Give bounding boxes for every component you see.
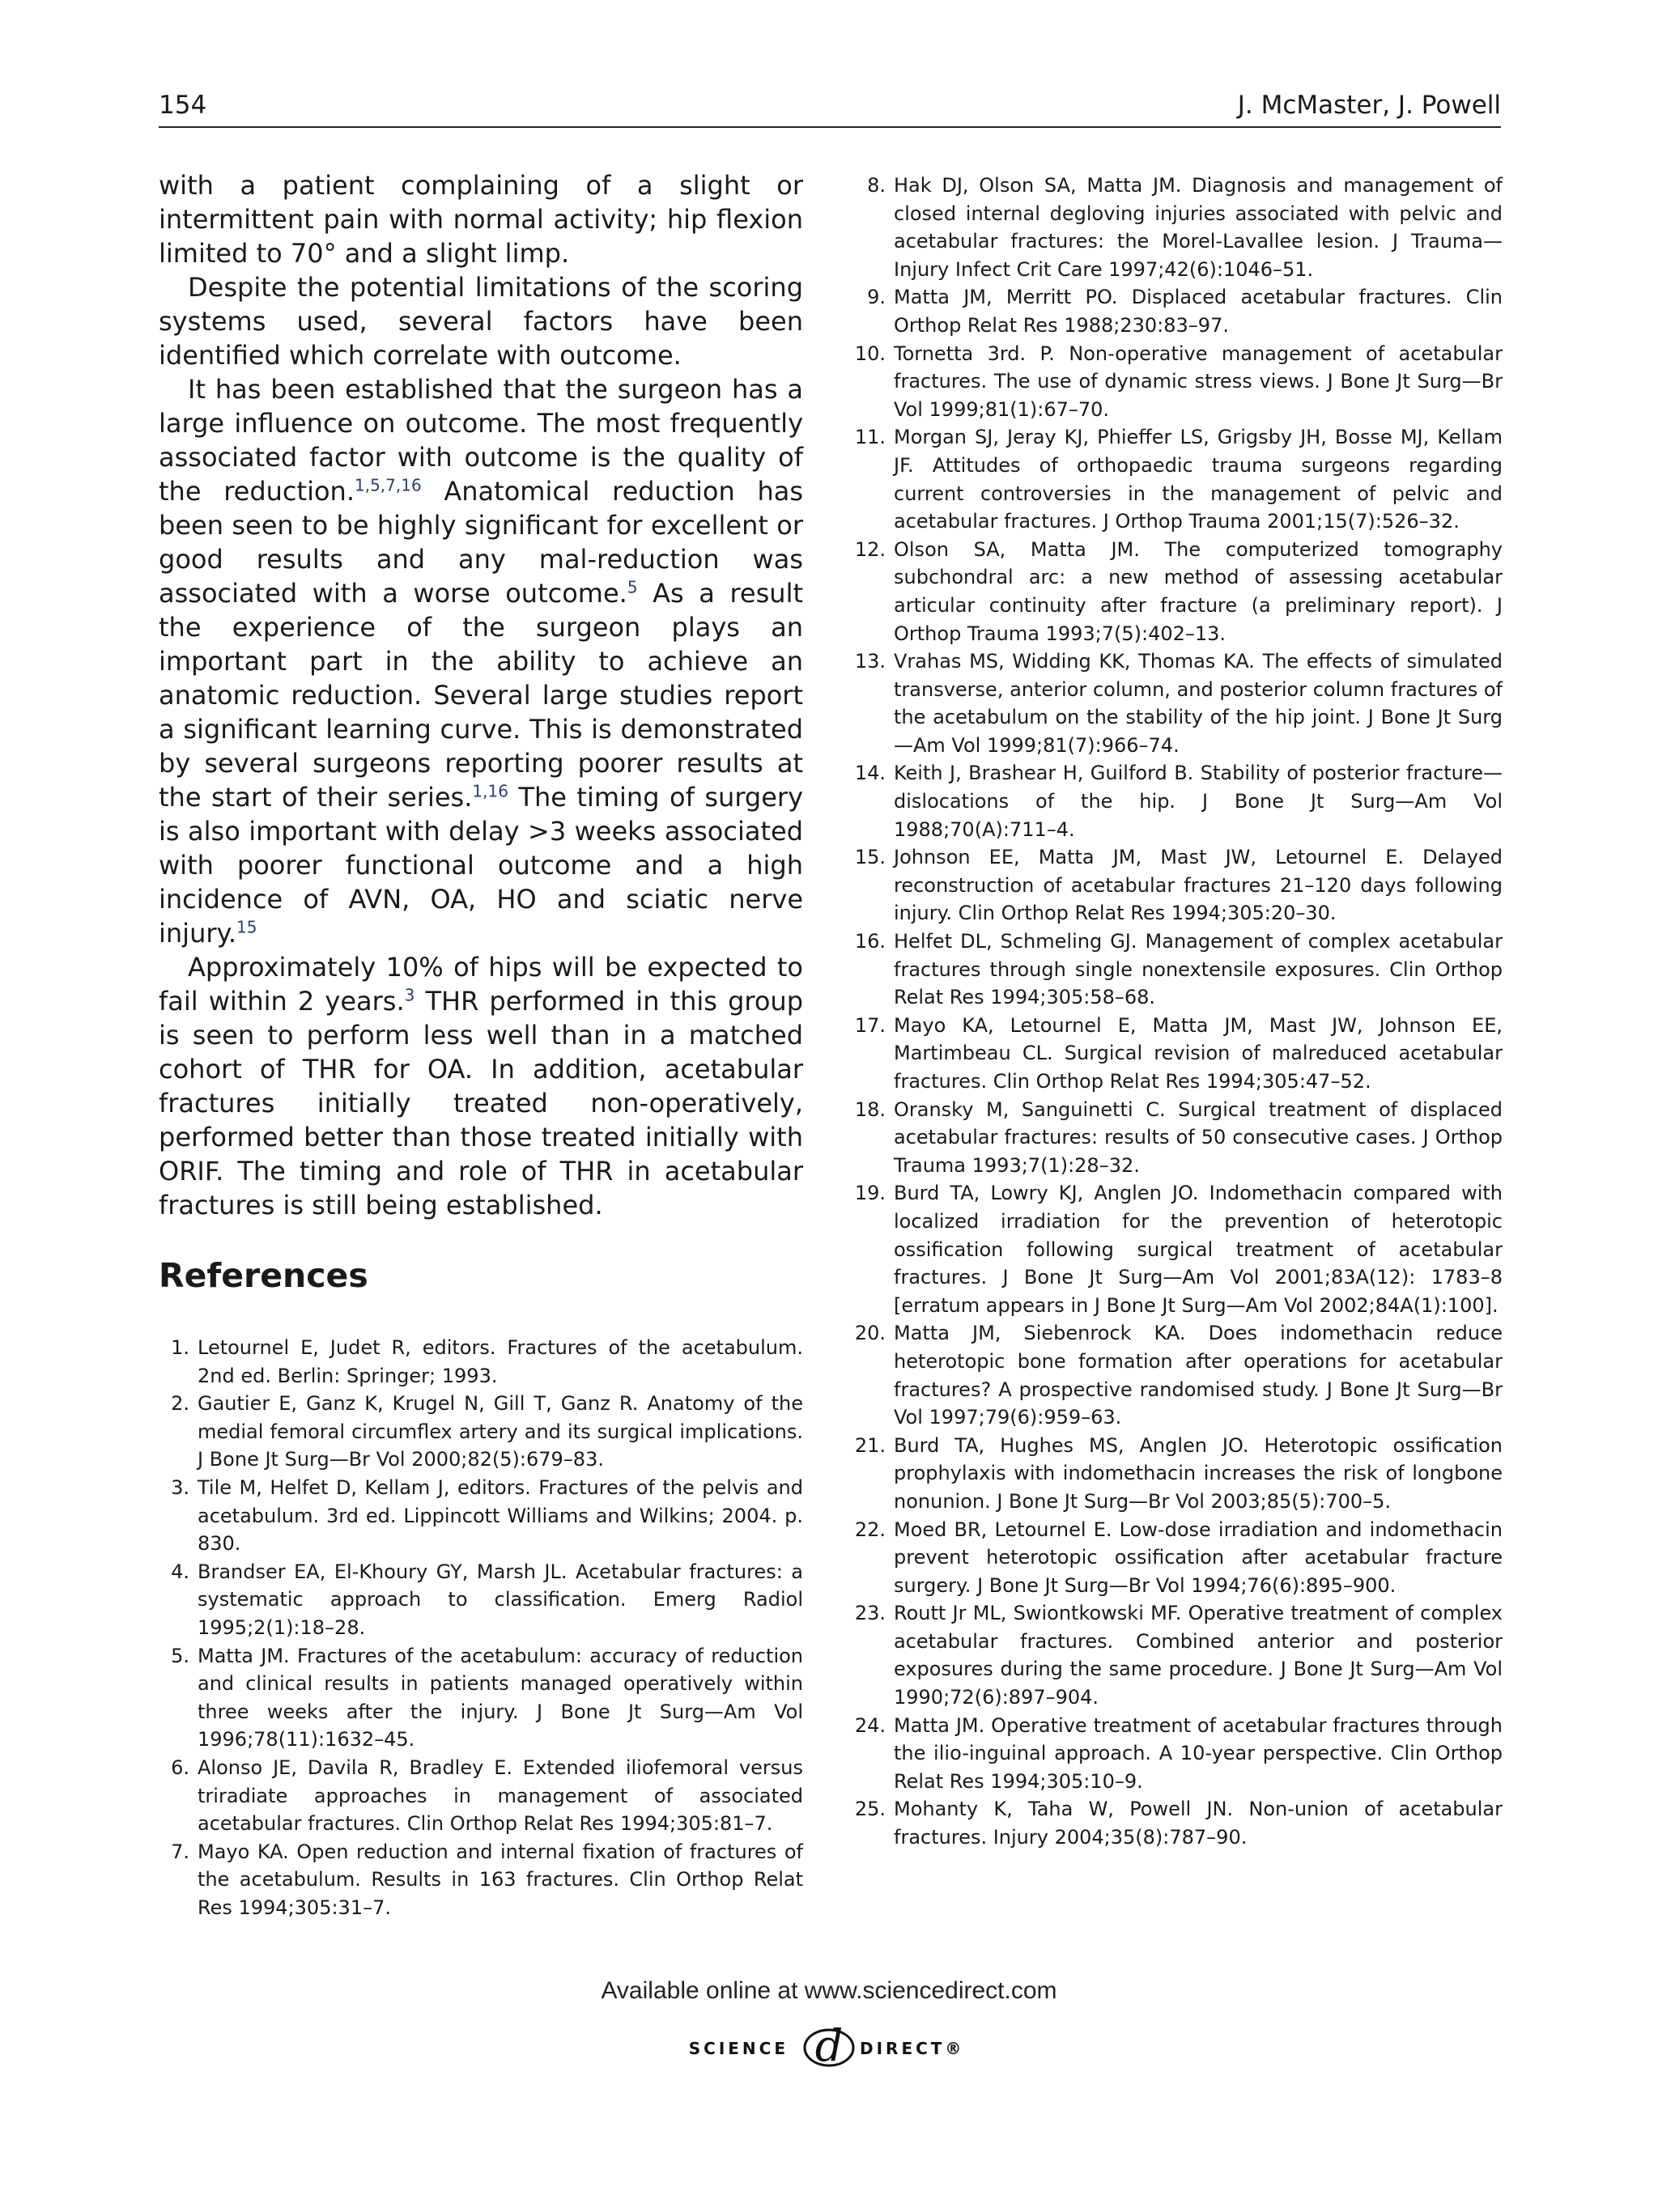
body-paragraph-1: with a patient complaining of a slight or intermittent pain with normal activity; hip flexion limited to 70° and a slight limp. (159, 170, 803, 269)
reference-text: Letournel E, Judet R, editors. Fractures of the acetabulum. 2nd ed. Berlin: Springer; 1993. (198, 1336, 803, 1387)
reference-item (855, 1096, 1503, 1180)
reference-number: 12. (854, 537, 886, 561)
reference-item (855, 1432, 1503, 1516)
reference-text: Matta JM. Operative treatment of acetabular fractures through the ilio-inguinal approach. A 10-year perspective. Clin Orthop Relat Res 1994;305:10–9. (894, 1713, 1503, 1793)
reference-text: Mohanty K, Taha W, Powell JN. Non-union of acetabular fractures. Injury 2004;35(8):787–90. (894, 1798, 1503, 1849)
reference-item (159, 1334, 803, 1390)
reference-number: 14. (854, 762, 886, 785)
reference-item (855, 647, 1503, 759)
logo-d-glyph: d (814, 2020, 844, 2070)
reference-text: Alonso JE, Davila R, Bradley E. Extended iliofemoral versus triradiate approaches in management of associated acetabular fractures. Clin Orthop Relat Res 1994;305:81–7. (198, 1756, 803, 1836)
reference-number: 20. (854, 1322, 886, 1345)
reference-item (159, 1474, 803, 1558)
reference-item (855, 928, 1503, 1012)
reference-text: Matta JM, Siebenrock KA. Does indomethacin reduce heterotopic bone formation after operations for acetabular fractures? A prospective randomised study. J Bone Jt Surg—Br Vol 1997;79(6):959–63. (894, 1322, 1503, 1429)
reference-number: 23. (854, 1602, 886, 1625)
citation-link[interactable]: 15 (236, 917, 257, 937)
reference-text: Johnson EE, Matta JM, Mast JW, Letournel E. Delayed reconstruction of acetabular fractures 21–120 days following injury. Clin Orthop Relat Res 1994;305:20–30. (894, 846, 1503, 925)
reference-item (855, 1319, 1503, 1431)
reference-text: Matta JM. Fractures of the acetabulum: accuracy of reduction and clinical results in patients managed operatively within three weeks after the injury. J Bone Jt Surg—Am Vol 1996;78(11):1632–45. (198, 1644, 803, 1751)
page-header (159, 89, 1501, 128)
reference-number: 13. (854, 650, 886, 673)
reference-text: Mayo KA. Open reduction and internal fixation of fractures of the acetabulum. Results in 163 fractures. Clin Orthop Relat Res 1994;305:31–7. (198, 1840, 803, 1919)
page-number: 154 (159, 91, 207, 120)
reference-text: Burd TA, Hughes MS, Anglen JO. Heterotopic ossification prophylaxis with indomethacin increases the risk of longbone nonunion. J Bone Jt Surg—Br Vol 2003;85(5):700–5. (894, 1433, 1503, 1513)
reference-number: 6. (171, 1756, 189, 1779)
reference-number: 24. (854, 1713, 886, 1737)
sciencedirect-logo (659, 2019, 999, 2070)
reference-item (855, 1712, 1503, 1796)
reference-number: 9. (867, 286, 886, 309)
body-text-column (159, 168, 803, 1222)
reference-item (855, 172, 1503, 283)
reference-number: 4. (171, 1560, 189, 1583)
references-heading: References (159, 1256, 368, 1295)
reference-item (855, 1795, 1503, 1851)
reference-text: Tornetta 3rd. P. Non-operative management of acetabular fractures. The use of dynamic stress views. J Bone Jt Surg—Br Vol 1999;81(1):67–70. (894, 342, 1503, 421)
citation-link[interactable]: 1,16 (472, 781, 508, 801)
reference-item (159, 1642, 803, 1754)
reference-list-right (855, 172, 1503, 1852)
reference-text: Routt Jr ML, Swiontkowski MF. Operative treatment of complex acetabular fractures. Combined anterior and posterior exposures during the same procedure. J Bone Jt Surg—Am Vol 1990;72(6):897–904. (894, 1602, 1503, 1709)
citation-link[interactable]: 1,5,7,16 (355, 475, 422, 495)
running-head-authors: J. McMaster, J. Powell (1237, 91, 1501, 120)
reference-text: Keith J, Brashear H, Guilford B. Stability of posterior fracture—dislocations of the hip. J Bone Jt Surg—Am Vol 1988;70(A):711–4. (894, 762, 1503, 841)
reference-number: 19. (854, 1182, 886, 1205)
reference-text: Mayo KA, Letournel E, Matta JM, Mast JW, Johnson EE, Martimbeau CL. Surgical revision of malreduced acetabular fractures. Clin Orthop Relat Res 1994;305:47–52. (894, 1013, 1503, 1093)
reference-item (159, 1754, 803, 1838)
reference-item (159, 1558, 803, 1642)
reference-number: 5. (171, 1644, 189, 1667)
reference-text: Matta JM, Merritt PO. Displaced acetabular fractures. Clin Orthop Relat Res 1988;230:83–97. (894, 286, 1503, 337)
reference-item (855, 283, 1503, 339)
reference-number: 17. (854, 1013, 886, 1037)
body-paragraph-2: Despite the potential limitations of the scoring systems used, several factors have been identified which correlate with outcome. (159, 272, 803, 371)
logo-science-word: SCIENCE (688, 2039, 789, 2058)
reference-number: 8. (867, 174, 886, 197)
citation-link[interactable]: 3 (404, 985, 415, 1005)
reference-list-left (159, 1334, 803, 1921)
reference-number: 7. (171, 1840, 189, 1863)
reference-text: Oransky M, Sanguinetti C. Surgical treatment of displaced acetabular fractures: results of 50 consecutive cases. J Orthop Trauma 1993;7(1):28–32. (894, 1098, 1503, 1177)
sciencedirect-availability-text: Available online at www.sciencedirect.com (601, 1977, 1057, 2004)
reference-text: Gautier E, Ganz K, Krugel N, Gill T, Ganz R. Anatomy of the medial femoral circumflex artery and its surgical implications. J Bone Jt Surg—Br Vol 2000;82(5):679–83. (198, 1392, 803, 1471)
reference-number: 18. (854, 1098, 886, 1121)
reference-item (855, 843, 1503, 928)
reference-number: 10. (854, 342, 886, 365)
reference-text: Hak DJ, Olson SA, Matta JM. Diagnosis and management of closed internal degloving injuries associated with pelvic and acetabular fractures: the Morel-Lavallee lesion. J Trauma—Injury Infect Crit Care 1997;42(6):1046–51. (894, 174, 1503, 281)
reference-text: Tile M, Helfet D, Kellam J, editors. Fractures of the pelvis and acetabulum. 3rd ed. Lippincott Williams and Wilkins; 2004. p. 830. (198, 1475, 803, 1556)
reference-item (855, 759, 1503, 843)
reference-item (855, 1599, 1503, 1711)
reference-number: 16. (854, 930, 886, 953)
reference-text: Morgan SJ, Jeray KJ, Phieffer LS, Grigsby JH, Bosse MJ, Kellam JF. Attitudes of orthopaedic trauma surgeons regarding current controversies in the management of pelvic and acetabular fractures. J Orthop Trauma 2001;15(7):526–32. (894, 426, 1503, 533)
reference-number: 25. (854, 1798, 886, 1821)
body-paragraph-3: It has been established that the surgeon has a large influence on outcome. The most frequently associated factor with outcome is the quality of the reduction.$^{1,5,7,16}$ Anatomical reduction has been seen to be highly significant for excellent or good results and any mal-reduction was associated with a worse outcome.$^5$ As a result the experience of the surgeon plays an important part in the ability to achieve an anatomic reduction. Several large studies report a significant learning curve. This is demonstrated by several surgeons reporting poorer results at the start of their series.$^{1,16}$ The timing of surgery is also important with delay >3 weeks associated with poorer functional outcome and a high incidence of AVN, OA, HO and sciatic nerve injury.$^{15}$ (159, 374, 804, 949)
logo-direct-word: DIRECT® (860, 2039, 965, 2058)
reference-number: 11. (854, 426, 886, 449)
reference-item (855, 1012, 1503, 1096)
reference-text: Vrahas MS, Widding KK, Thomas KA. The effects of simulated transverse, anterior column, and posterior column fractures of the acetabulum on the stability of the hip joint. J Bone Jt Surg—Am Vol 1999;81(7):966–74. (894, 650, 1503, 757)
reference-number: 2. (171, 1392, 189, 1416)
reference-number: 22. (854, 1518, 886, 1541)
reference-text: Olson SA, Matta JM. The computerized tomography subchondral arc: a new method of assessing acetabular articular continuity after fracture (a preliminary report). J Orthop Trauma 1993;7(5):402–13. (894, 537, 1503, 645)
citation-link[interactable]: 5 (627, 577, 638, 597)
reference-item (855, 1516, 1503, 1600)
reference-item (855, 1179, 1503, 1319)
reference-item (855, 423, 1503, 535)
reference-item (159, 1390, 803, 1474)
reference-text: Burd TA, Lowry KJ, Anglen JO. Indomethacin compared with localized irradiation for the prevention of heterotopic ossification following surgical treatment of acetabular fractures. J Bone Jt Surg—Am Vol 2001;83A(12): 1783–8 [erratum appears in J Bone Jt Surg—Am Vol 2002;84A(1):100]. (894, 1182, 1503, 1317)
reference-number: 21. (854, 1433, 886, 1457)
reference-item (855, 340, 1503, 424)
reference-item (855, 536, 1503, 647)
sciencedirect-logo-mark (659, 2019, 999, 2070)
reference-text: Moed BR, Letournel E. Low-dose irradiation and indomethacin prevent heterotopic ossification after acetabular fracture surgery. J Bone Jt Surg—Br Vol 1994;76(6):895–900. (894, 1518, 1503, 1597)
body-paragraph-4: Approximately 10% of hips will be expected to fail within 2 years.$^3$ THR performed in this group is seen to perform less well than in a matched cohort of THR for OA. In addition, acetabular fractures initially treated non-operatively, performed better than those treated initially with ORIF. The timing and role of THR in acetabular fractures is still being established. (159, 952, 804, 1221)
page-footer (0, 1975, 1658, 2074)
reference-number: 1. (171, 1336, 189, 1359)
reference-text: Brandser EA, El-Khoury GY, Marsh JL. Acetabular fractures: a systematic approach to classification. Emerg Radiol 1995;2(1):18–28. (198, 1560, 803, 1639)
reference-item (159, 1838, 803, 1922)
reference-text: Helfet DL, Schmeling GJ. Management of complex acetabular fractures through single nonextensile exposures. Clin Orthop Relat Res 1994;305:58–68. (894, 930, 1503, 1009)
reference-number: 15. (854, 846, 886, 869)
reference-number: 3. (171, 1475, 189, 1499)
